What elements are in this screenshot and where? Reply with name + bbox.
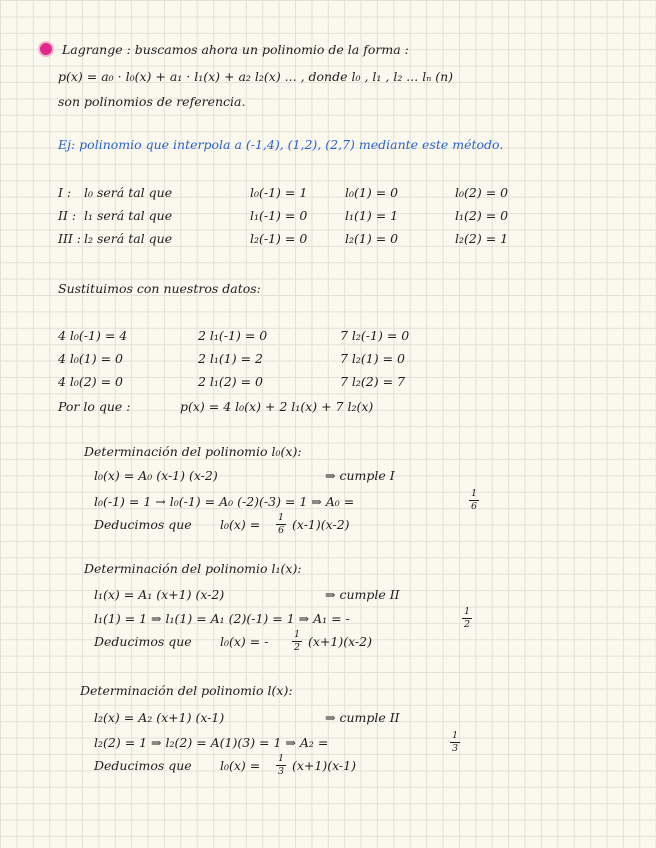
section-form: l₂(x) = A₂ (x+1) (x-1) bbox=[94, 710, 225, 725]
condition-value: l₀(2) = 0 bbox=[455, 185, 509, 200]
condition-value: l₀(1) = 0 bbox=[345, 185, 399, 200]
section-eval: l₂(2) = 1 ⇒ l₂(2) = A(1)(3) = 1 ⇒ A₂ = bbox=[94, 735, 329, 750]
grid-cell: 7 l₂(-1) = 0 bbox=[340, 328, 410, 343]
grid-cell: 7 l₂(1) = 0 bbox=[340, 351, 406, 366]
grid-cell: 4 l₀(1) = 0 bbox=[58, 351, 124, 366]
deduction-rhs: (x+1)(x-1) bbox=[292, 758, 356, 773]
result-label: Por lo que : bbox=[58, 399, 131, 414]
grid-cell: 2 l₁(2) = 0 bbox=[198, 374, 264, 389]
condition-value: l₂(-1) = 0 bbox=[250, 231, 308, 246]
coefficient-fraction: $\frac{1}{2}$ bbox=[464, 606, 471, 630]
condition-value: l₁(1) = 1 bbox=[345, 208, 399, 223]
deduction-lhs: l₀(x) = bbox=[220, 758, 261, 773]
condition-value: l₀(-1) = 1 bbox=[250, 185, 308, 200]
section-form: l₀(x) = A₀ (x-1) (x-2) bbox=[94, 468, 218, 483]
section-eval: l₀(-1) = 1 → l₀(-1) = A₀ (-2)(-3) = 1 ⇒ A₀ = bbox=[94, 494, 355, 509]
condition-value: l₂(2) = 1 bbox=[455, 231, 509, 246]
grid-cell: 4 l₀(2) = 0 bbox=[58, 374, 124, 389]
deduction-rhs: (x+1)(x-2) bbox=[308, 634, 372, 649]
section-title: Determinación del polinomio l₁(x): bbox=[84, 561, 302, 576]
intro-line-2: p(x) = a₀ · l₀(x) + a₁ · l₁(x) + a₂ l₂(x) ... , donde l₀ , l₁ , l₂ ... lₙ (n) bbox=[58, 69, 454, 84]
condition-value: l₁(-1) = 0 bbox=[250, 208, 308, 223]
condition-desc: l₂ será tal que bbox=[84, 231, 173, 246]
deduction-fraction: $\frac{1}{3}$ bbox=[278, 753, 285, 777]
deduction-label: Deducimos que bbox=[94, 634, 192, 649]
section-title: Determinación del polinomio l₀(x): bbox=[84, 444, 302, 459]
condition-label: III : bbox=[58, 231, 81, 246]
grid-cell: 2 l₁(-1) = 0 bbox=[198, 328, 268, 343]
condition-desc: l₀ será tal que bbox=[84, 185, 173, 200]
grid-cell: 7 l₂(2) = 7 bbox=[340, 374, 406, 389]
grid-cell: 4 l₀(-1) = 4 bbox=[58, 328, 128, 343]
example-statement: Ej: polinomio que interpola a (-1,4), (1,2), (2,7) mediante este método. bbox=[58, 137, 504, 152]
deduction-rhs: (x-1)(x-2) bbox=[292, 517, 350, 532]
deduction-lhs: l₀(x) = bbox=[220, 517, 261, 532]
grid-cell: 2 l₁(1) = 2 bbox=[198, 351, 264, 366]
section-form-note: ⇒ cumple I bbox=[325, 468, 395, 483]
section-eval: l₁(1) = 1 ⇒ l₁(1) = A₁ (2)(-1) = 1 ⇒ A₁ = - bbox=[94, 611, 350, 626]
section-form-note: ⇒ cumple II bbox=[325, 587, 400, 602]
result-formula: p(x) = 4 l₀(x) + 2 l₁(x) + 7 l₂(x) bbox=[180, 399, 374, 414]
substitute-heading: Sustituimos con nuestros datos: bbox=[58, 281, 261, 296]
coefficient-fraction: $\frac{1}{6}$ bbox=[471, 488, 478, 512]
condition-label: II : bbox=[58, 208, 77, 223]
coefficient-fraction: $\frac{1}{3}$ bbox=[452, 730, 459, 754]
condition-value: l₂(1) = 0 bbox=[345, 231, 399, 246]
section-form-note: ⇒ cumple II bbox=[325, 710, 400, 725]
section-form: l₁(x) = A₁ (x+1) (x-2) bbox=[94, 587, 225, 602]
condition-label: I : bbox=[58, 185, 72, 200]
deduction-label: Deducimos que bbox=[94, 758, 192, 773]
intro-line-3: son polinomios de referencia. bbox=[58, 94, 246, 109]
deduction-fraction: $\frac{1}{2}$ bbox=[294, 629, 301, 653]
intro-line-1: Lagrange : buscamos ahora un polinomio de la forma : bbox=[62, 42, 409, 57]
condition-desc: l₁ será tal que bbox=[84, 208, 173, 223]
condition-value: l₁(2) = 0 bbox=[455, 208, 509, 223]
bullet-icon bbox=[40, 43, 52, 55]
section-title: Determinación del polinomio l(x): bbox=[80, 683, 293, 698]
deduction-label: Deducimos que bbox=[94, 517, 192, 532]
deduction-fraction: $\frac{1}{6}$ bbox=[278, 512, 285, 536]
deduction-lhs: l₀(x) = - bbox=[220, 634, 269, 649]
